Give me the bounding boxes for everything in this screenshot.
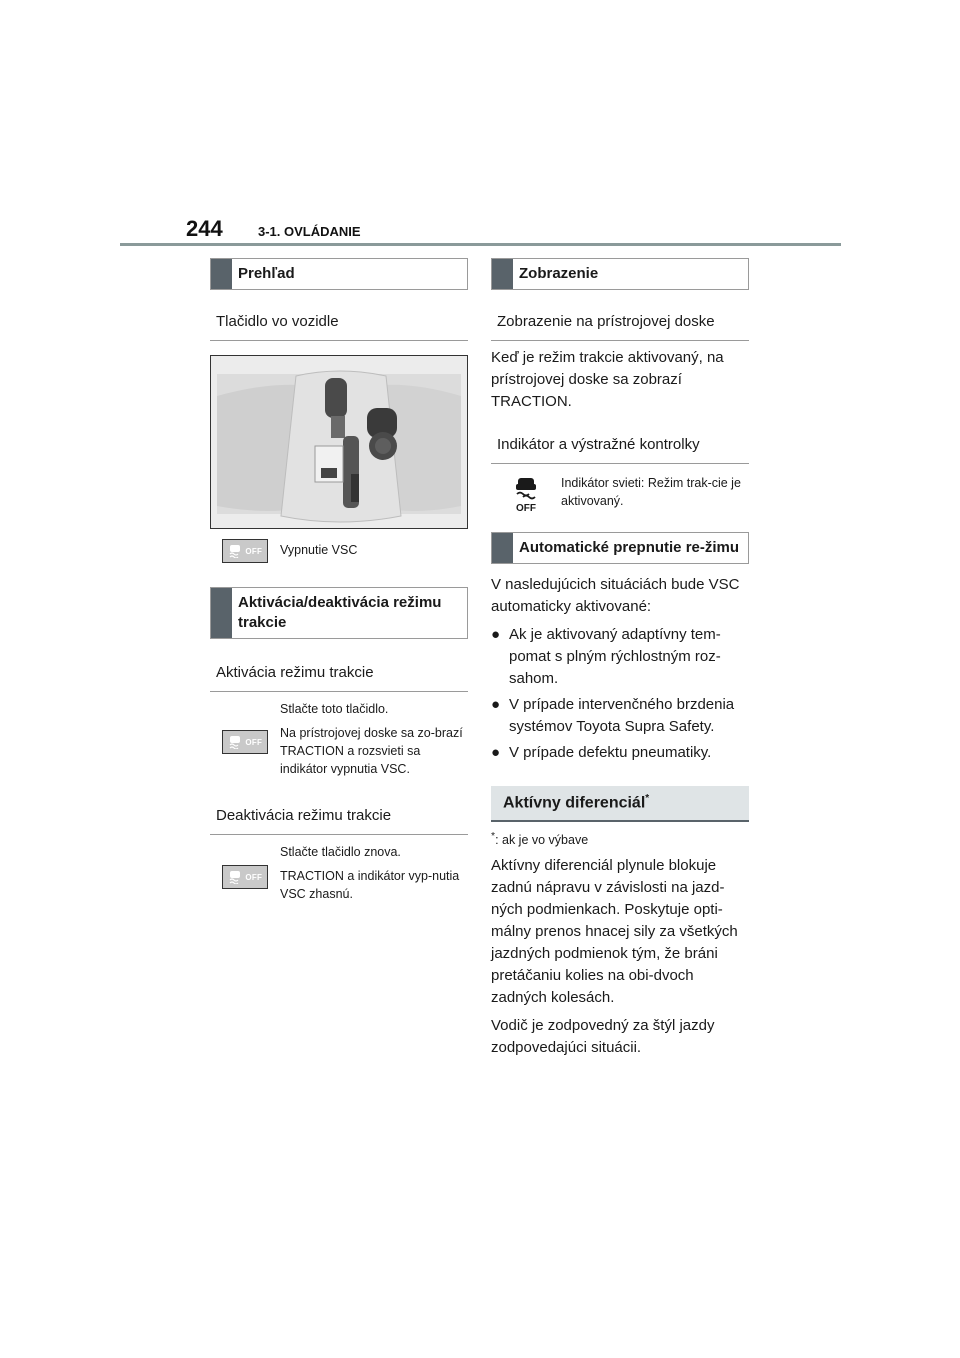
subhead-display: Zobrazenie na prístrojovej doske: [491, 312, 749, 341]
skid-car-icon: [228, 544, 242, 558]
center-console-illustration: [211, 356, 467, 528]
traction-button-icon: [222, 730, 268, 754]
differential-text-2: Vodič je zodpovedný za štýl jazdy zodpovedajúci situácii.: [491, 1017, 715, 1057]
subhead-deactivate: Deaktivácia režimu trakcie: [210, 806, 468, 835]
page-number: 244: [186, 216, 223, 241]
section-active-differential: [491, 786, 749, 822]
subhead-indicator: Indikátor a výstražné kontrolky: [491, 435, 749, 464]
activate-step-2: Na prístrojovej doske sa zo-brazí TRACTION a rozsvieti sa indikátor vypnutia VSC.: [280, 726, 463, 776]
vsc-off-row: [210, 539, 468, 563]
activate-row: [210, 700, 468, 778]
traction-button-icon: [222, 865, 268, 889]
list-item: ● V prípade defektu pneumatiky.: [491, 742, 749, 764]
section-title: Zobrazenie: [519, 265, 599, 282]
section-auto-switch: [491, 532, 749, 564]
deactivate-step-2: TRACTION a indikátor vyp-nutia VSC zhasnú.: [280, 869, 460, 901]
off-label: OFF: [245, 546, 263, 556]
bullet-icon: ●: [491, 696, 501, 713]
section-title: Aktívny diferenciál: [503, 794, 646, 812]
left-column: [210, 258, 468, 903]
traction-off-indicator-icon: [513, 474, 539, 514]
deactivate-row: [210, 843, 468, 903]
off-label: OFF: [245, 737, 263, 747]
section-display: [491, 258, 749, 290]
optional-marker: *: [645, 793, 650, 805]
skid-car-icon: [228, 735, 242, 749]
subhead-button-in-vehicle: Tlačidlo vo vozidle: [210, 312, 468, 341]
deactivate-step-1: Stlačte tlačidlo znova.: [280, 845, 401, 859]
section-overview: [210, 258, 468, 290]
indicator-row: [491, 474, 749, 514]
display-text: Keď je režim trakcie aktivovaný, na prístrojovej doske sa zobrazí TRACTION.: [491, 349, 724, 410]
auto-intro: V nasledujúcich situáciách bude VSC automaticky aktivované:: [491, 576, 740, 615]
off-label: OFF: [245, 872, 263, 882]
indicator-text: Indikátor svieti: Režim trak-cie je aktivovaný.: [561, 476, 741, 508]
page-header: [186, 216, 361, 240]
bullet-icon: ●: [491, 744, 501, 761]
section-title: Automatické prepnutie re-žimu: [519, 539, 740, 556]
indicator-off-label: OFF: [516, 503, 536, 514]
section-activation: [210, 587, 468, 639]
chapter-title: 3-1. OVLÁDANIE: [258, 224, 361, 239]
vsc-off-caption: Vypnutie VSC: [280, 543, 358, 557]
skid-car-icon: [228, 870, 242, 884]
section-title: Aktivácia/deaktivácia režimu trakcie: [238, 594, 442, 631]
footnote: *: ak je vo výbave: [491, 831, 589, 848]
section-title: Prehľad: [238, 265, 295, 282]
console-photo: [210, 355, 468, 529]
subhead-activate: Aktivácia režimu trakcie: [210, 663, 468, 692]
list-item: ● V prípade intervenčného brzdenia systémov Toyota Supra Safety.: [491, 694, 749, 738]
right-column: [491, 258, 749, 1059]
differential-text-1: Aktívny diferenciál plynule blokuje zadnú nápravu v závislosti na jazd-ných podmienkach. Poskytuje opti-málny prenos hnacej sily za všetkých jazdných podmienok tým, že bráni pretáčaniu kolies na obi-dvoch zadných kolesách.: [491, 857, 738, 1007]
header-rule: [120, 243, 841, 246]
bullet-icon: ●: [491, 626, 501, 643]
list-item: ● Ak je aktivovaný adaptívny tem-pomat s plným rýchlostným roz-sahom.: [491, 624, 749, 690]
vsc-off-button-icon: [222, 539, 268, 563]
activate-step-1: Stlačte toto tlačidlo.: [280, 702, 389, 716]
